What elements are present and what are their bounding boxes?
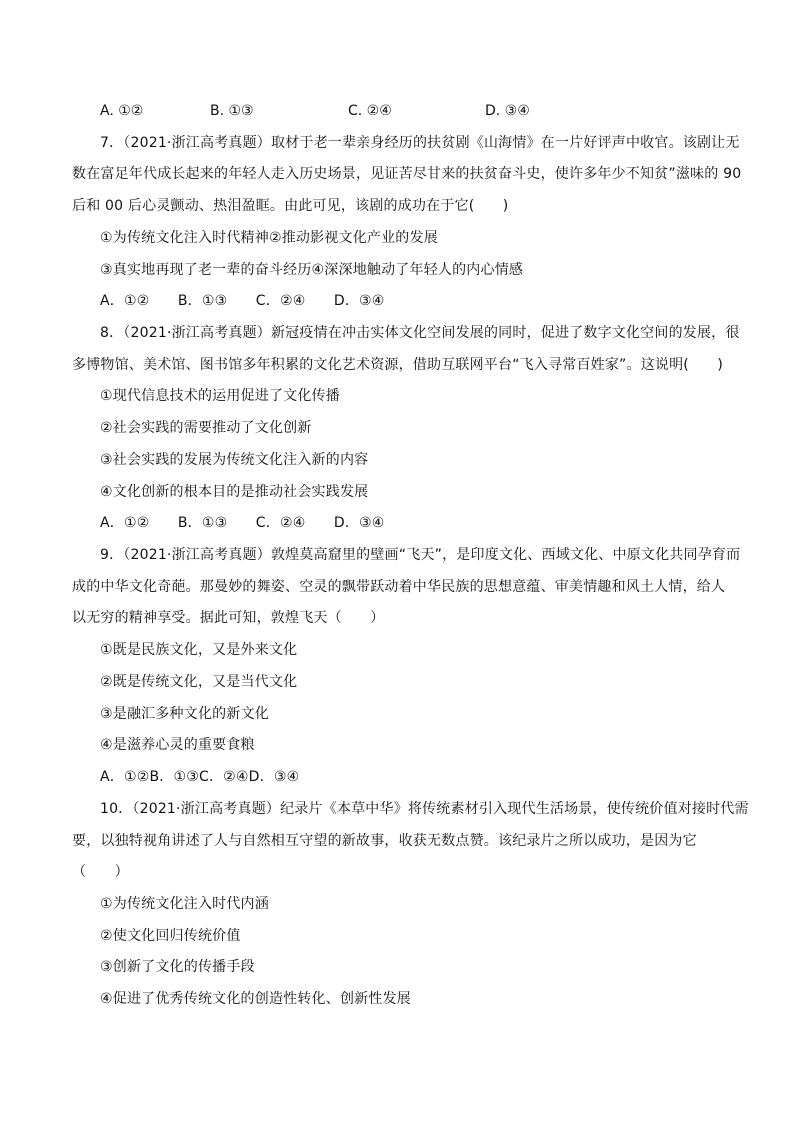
q8-stem-line-2: 多博物馆、美术馆、图书馆多年积累的文化艺术资源，借助互联网平台“飞入寻常百姓家”。这说明( ) [72, 357, 724, 373]
q10-statement-2: ②使文化回归传统价值 [100, 928, 241, 944]
q9-stem-line-1: 9．（2021·浙江高考真题）敦煌莫高窟里的壁画“飞天”，是印度文化、西域文化、中原文化共同孕育而 [100, 547, 741, 563]
q9-options: A．①②B．①③C．②④D．③④ [100, 769, 300, 785]
q9-statement-1: ①既是民族文化，又是外来文化 [100, 642, 298, 658]
q10-statement-4: ④促进了优秀传统文化的创造性转化、创新性发展 [100, 991, 411, 1007]
q8-statement-4: ④文化创新的根本目的是推动社会实践发展 [100, 484, 369, 500]
q9-stem-line-2: 成的中华文化奇葩。那曼妙的舞姿、空灵的飘带跃动着中华民族的思想意蕴、审美情趣和风土人情，给人 [72, 579, 726, 595]
q8-stem-line-1: 8．（2021·浙江高考真题）新冠疫情在冲击实体文化空间发展的同时，促进了数字文化空间的发展，很 [100, 325, 740, 341]
q8-statement-3: ③社会实践的发展为传统文化注入新的内容 [100, 452, 369, 468]
q7-stem-line-3: 后和 00 后心灵颤动、热泪盈眶。由此可见，该剧的成功在于它( ) [72, 198, 509, 214]
q9-stem-line-3: 以无穷的精神享受。据此可知，敦煌飞天（ ） [72, 610, 385, 626]
q7-statement-2: ③真实地再现了老一辈的奋斗经历④深深地触动了年轻人的内心情感 [100, 262, 524, 278]
q6-option-c: C. ②④ [348, 103, 392, 119]
q8-statement-1: ①现代信息技术的运用促进了文化传播 [100, 388, 340, 404]
q7-stem-line-2: 数在富足年代成长起来的年轻人走入历史场景，见证苦尽甘来的扶贫奋斗史，使许多年少不知贫”滋味的 90 [72, 166, 742, 182]
q7-statement-1: ①为传统文化注入时代精神②推动影视文化产业的发展 [100, 230, 438, 246]
q6-option-a: A. ①② [100, 103, 144, 119]
q6-option-d: D. ③④ [485, 103, 530, 119]
q9-statement-2: ②既是传统文化，又是当代文化 [100, 674, 298, 690]
q8-options: A．①② B．①③ C．②④ D．③④ [100, 515, 385, 531]
q7-options: A．①② B．①③ C．②④ D．③④ [100, 293, 385, 309]
q7-stem-line-1: 7．（2021·浙江高考真题）取材于老一辈亲身经历的扶贫剧《山海情》在一片好评声中收官。该剧让无 [100, 135, 740, 151]
q10-statement-3: ③创新了文化的传播手段 [100, 959, 255, 975]
q9-statement-3: ③是融汇多种文化的新文化 [100, 706, 269, 722]
q6-option-b: B. ①③ [210, 103, 254, 119]
q9-statement-4: ④是滋养心灵的重要食粮 [100, 737, 255, 753]
q10-stem-line-2: 要，以独特视角讲述了人与自然相互守望的新故事，收获无数点赞。该纪录片之所以成功，是因为它 [72, 833, 697, 849]
q10-stem-line-1: 10．（2021·浙江高考真题）纪录片《本草中华》将传统素材引入现代生活场景，使传统价值对接时代需 [100, 801, 749, 817]
q10-stem-line-3: （ ） [72, 864, 129, 880]
q8-statement-2: ②社会实践的需要推动了文化创新 [100, 420, 312, 436]
q10-statement-1: ①为传统文化注入时代内涵 [100, 896, 269, 912]
